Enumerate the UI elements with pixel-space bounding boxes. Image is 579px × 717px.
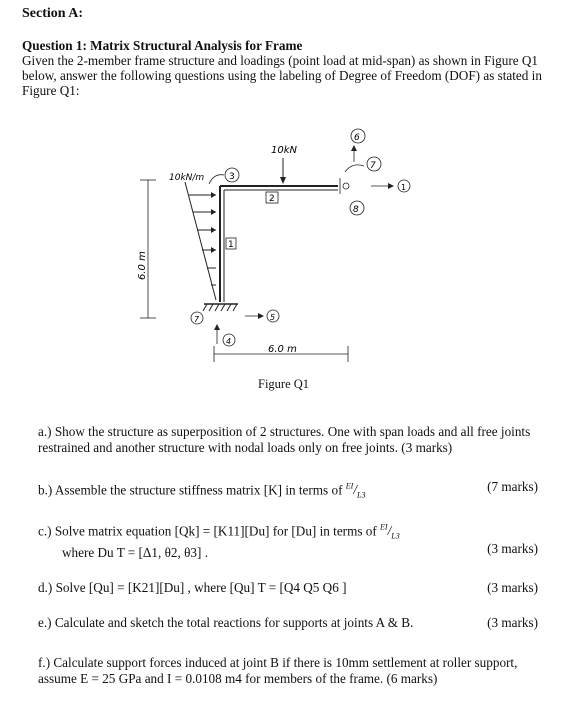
dof-4-label: 4 <box>226 337 232 346</box>
part-f: f.) Calculate support forces induced at joint B if there is 10mm settlement at roller support, assume E = 25 GPa and I = 0.0108 m4 for members of the frame. (6 marks) <box>38 655 518 686</box>
part-d-marks: (3 marks) <box>487 580 538 595</box>
dof-8-label: 8 <box>353 205 359 215</box>
udl-arrows <box>189 195 216 285</box>
dof-1-label: 1 <box>401 183 407 192</box>
span-dimension-label: 6.0 m <box>268 344 297 355</box>
point-load-label: 10kN <box>271 145 297 156</box>
question-text: Given the 2-member frame structure and loadings (point load at mid-span) as shown in Figure Q1 below, answer the following questions using the labeling of Degree of Freedom (DOF) as stated in Figure Q1: <box>22 53 542 98</box>
ei-over-l3: $^{EI}/_{L3}$ <box>345 482 366 501</box>
part-a-marks: (3 marks) <box>401 440 453 455</box>
roller-support <box>343 183 349 189</box>
part-c: c.) Solve matrix equation [Qk] = [K11][Du] for [Du] in terms of $^{EI}/_{L3}$ where Du T = [Δ1, θ2, θ3] . (3 marks) <box>38 523 538 561</box>
udl-profile <box>185 182 216 300</box>
part-a: a.) Show the structure as superposition of 2 structures. One with span loads and all free joints restrained and another structure with nodal loads only on free joints. (3 marks) <box>38 424 531 455</box>
joint-a-dof: 7 <box>194 315 200 324</box>
dof-6-label: 6 <box>354 133 360 143</box>
part-e-marks: (3 marks) <box>487 615 538 630</box>
dof-3-label: 3 <box>229 172 235 182</box>
part-f-marks: (6 marks) <box>386 671 438 686</box>
part-b: b.) Assemble the structure stiffness matrix [K] in terms of $^{EI}/_{L3}$ (7 marks) <box>38 479 538 501</box>
part-c-where: where Du T = [Δ1, θ2, θ3] . <box>62 545 208 561</box>
member-1-label: 1 <box>228 240 234 250</box>
figure-caption: Figure Q1 <box>258 377 310 391</box>
ei-over-l3-c: $^{EI}/_{L3}$ <box>380 523 400 542</box>
part-c-marks: (3 marks) <box>487 541 538 556</box>
dof-7-label: 7 <box>370 161 376 171</box>
part-b-marks: (7 marks) <box>487 479 538 494</box>
part-e: e.) Calculate and sketch the total reactions for supports at joints A & B. (3 marks) <box>38 615 538 630</box>
udl-label: 10kN/m <box>169 173 205 183</box>
dof-5-label: 5 <box>270 313 276 322</box>
question-title: Question 1: Matrix Structural Analysis for Frame <box>22 38 303 53</box>
member-2-label: 2 <box>269 194 275 204</box>
section-title: Section A: <box>22 6 84 21</box>
height-dimension-label: 6.0 m <box>137 251 148 280</box>
part-d: d.) Solve [Qu] = [K21][Du] , where [Qu] T = [Q4 Q5 Q6 ] (3 marks) <box>38 580 538 595</box>
